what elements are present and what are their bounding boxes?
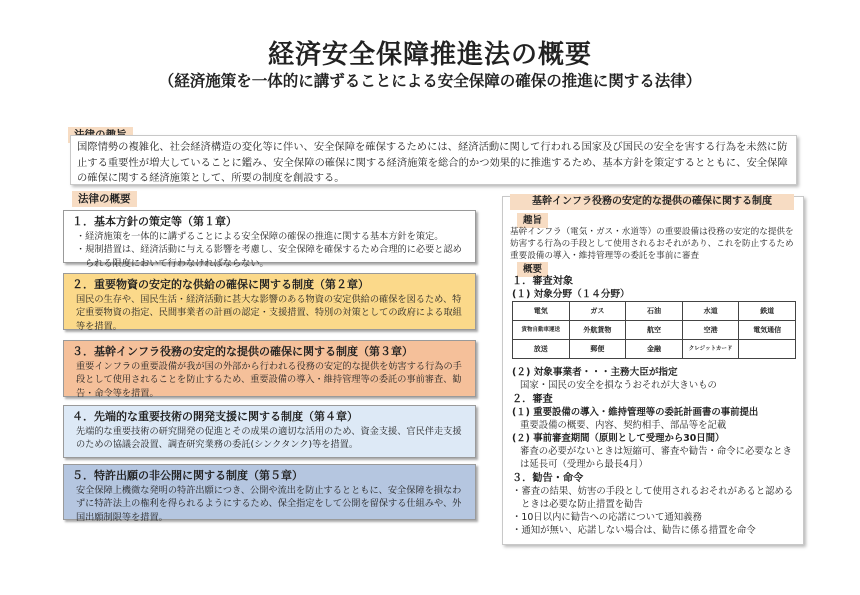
chapter-4-body: 先端的な重要技術の研究開発の促進とその成果の適切な活用のため、資金支援、官民伴走支援のための協議会設置、調査研究業務の委託(シンクタンク)等を措置。 xyxy=(76,426,462,451)
sector-cell: 石油 xyxy=(626,302,683,321)
section-3-bullet: ・10日以内に勧告への応諾について通知義務 xyxy=(512,512,702,523)
infra-summary-tag: 概要 xyxy=(517,262,548,277)
sector-cell: 電気 xyxy=(513,302,570,321)
overview-tag: 法律の概要 xyxy=(72,191,137,207)
section-3-list xyxy=(512,485,794,537)
chapter-4-box xyxy=(63,405,476,458)
chapter-2-title: ２．重要物資の安定的な供給の確保に関する制度（第２章） xyxy=(72,278,369,291)
page-subtitle: （経済施策を一体的に講ずることによる安全保障の確保の推進に関する法律） xyxy=(158,72,702,90)
section-2-1-heading: (１) 重要設備の導入・維持管理等の委託計画書の事前提出 xyxy=(512,407,759,418)
chapter-2-body: 国民の生存や、国民生活・経済活動に甚大な影響のある物資の安定供給の確保を図るため、特定重要物資の指定、民間事業者の計画の認定・支援措置、特別の対策としての政府による取組等を措置。 xyxy=(76,294,462,332)
section-1-heading: １．審査対象 xyxy=(512,276,574,287)
chapter-1-bullet: ・経済施策を一体的に講ずることによる安全保障の確保の推進に関する基本方針を策定。 xyxy=(76,231,444,242)
chapter-3-box xyxy=(63,340,476,397)
section-2-2-heading: (２) 事前審査期間（原則として受理から30日間） xyxy=(512,433,725,444)
infra-purpose-text: 基幹インフラ（電気・ガス・水道等）の重要設備は役務の安定的な提供を妨害する行為の手段として使用されるおそれがあり、これを防止するため重要設備の導入・維持管理等の委託を事前に審査 xyxy=(510,227,794,261)
sector-cell: 鉄道 xyxy=(739,302,796,321)
section-2-1-body: 重要設備の概要、内容、契約相手、部品等を記載 xyxy=(520,420,727,431)
page-title: 経済安全保障推進法の概要 xyxy=(267,40,592,70)
chapter-4-title: ４．先端的な重要技術の開発支援に関する制度（第４章） xyxy=(72,410,358,423)
sector-cell: 金融 xyxy=(626,340,683,359)
chapter-1-title: １．基本方針の策定等（第１章） xyxy=(72,215,237,228)
chapter-3-body: 重要インフラの重要設備が我が国の外部から行われる役務の安定的な提供を妨害する行為の手段として使用されることを防止するため、重要設備の導入・維持管理等の委託の事前審査、勧告・命令等を措置。 xyxy=(76,361,462,399)
sector-cell: 航空 xyxy=(626,321,683,340)
sector-grid xyxy=(512,301,796,359)
sector-cell: 貨物自動車運送 xyxy=(513,321,570,340)
purpose-box xyxy=(70,135,797,185)
section-2-2-body: 審査の必要がないときは短縮可、審査や勧告・命令に必要なときは延長可（受理から最長4月） xyxy=(520,446,792,470)
chapter-5-box xyxy=(63,464,476,523)
section-1-1-heading: (１) 対象分野（１４分野） xyxy=(512,289,630,300)
chapter-3-title: ３．基幹インフラ役務の安定的な提供の確保に関する制度（第３章） xyxy=(72,345,413,358)
sector-cell: 空港 xyxy=(682,321,739,340)
chapter-2-box xyxy=(63,273,476,330)
section-3-heading: ３．勧告・命令 xyxy=(512,473,584,484)
chapter-1-bullet: ・規制措置は、経済活動に与える影響を考慮し、安全保障を確保するため合理的に必要と認められる限度において行わなければならない。 xyxy=(76,244,462,269)
section-1-2-heading: (２) 対象事業者・・・主務大臣が指定 xyxy=(512,367,678,378)
sector-cell: 放送 xyxy=(513,340,570,359)
section-3-bullet: ・審査の結果、妨害の手段として使用されるおそれがあると認めるときは必要な防止措置を勧告 xyxy=(512,486,794,510)
sector-cell: 外航貨物 xyxy=(569,321,626,340)
chapter-5-title: ５．特許出願の非公開に関する制度（第５章） xyxy=(72,469,303,482)
chapter-1-box xyxy=(63,210,476,269)
sector-cell xyxy=(739,340,796,359)
section-3-bullet: ・通知が無い、応諾しない場合は、勧告に係る措置を命令 xyxy=(512,525,756,536)
sector-cell: 水道 xyxy=(682,302,739,321)
sector-cell: 電気通信 xyxy=(739,321,796,340)
infra-purpose-tag: 趣旨 xyxy=(517,213,548,228)
sector-cell: ガス xyxy=(569,302,626,321)
sector-cell: クレジットカード xyxy=(682,340,739,359)
chapter-5-body: 安全保障上機微な発明の特許出願につき、公開や流出を防止するとともに、安全保障を損なわずに特許法上の権利を得られるようにするため、保全指定をして公開を留保する仕組みや、外国出願制限等を措置。 xyxy=(76,485,462,523)
infra-panel-header: 基幹インフラ役務の安定的な提供の確保に関する制度 xyxy=(510,194,794,210)
section-1-2-body: 国家・国民の安全を損なうおそれが大きいもの xyxy=(520,380,717,391)
sector-cell: 郵便 xyxy=(569,340,626,359)
purpose-text: 国際情勢の複雑化、社会経済構造の変化等に伴い、安全保障を確保するためには、経済活動に関して行われる国家及び国民の安全を害する行為を未然に防止する重要性が増大していることに鑑み、安全保障の確保に関する経済施策を総合的かつ効果的に推進するため、基本方針を策定するとともに、安全保障の確保に関する経済施策として、所要の制度を創設する。 xyxy=(77,141,788,184)
section-2-heading: ２．審査 xyxy=(512,394,553,405)
